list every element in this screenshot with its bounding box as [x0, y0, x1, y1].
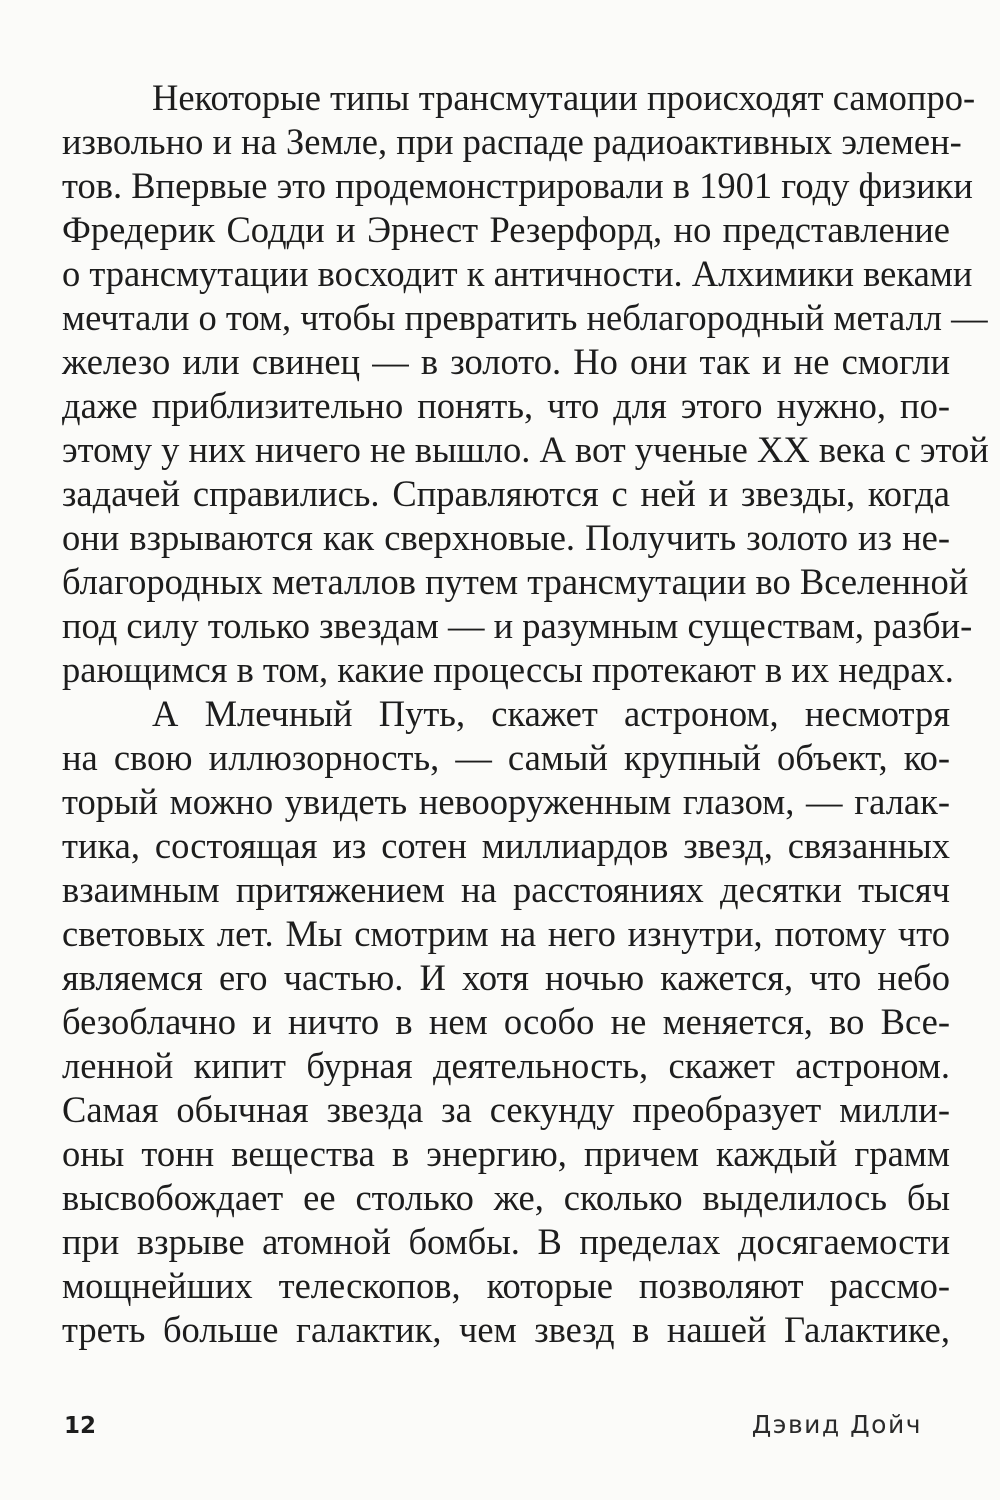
- text-line: извольно и на Земле, при распаде радиоактивных элемен-: [62, 121, 962, 162]
- text-line: Некоторые типы трансмутации происходят самопро-: [152, 77, 976, 118]
- text-line: даже приблизительно понять, что для этого нужно, по-: [62, 385, 950, 426]
- text-line: под силу только звездам — и разумным существам, разби-: [62, 605, 973, 646]
- text-line: А Млечный Путь, скажет астроном, несмотря: [152, 693, 950, 734]
- text-line: благородных металлов путем трансмутации во Вселенной: [62, 561, 969, 602]
- text-line: ленной кипит бурная деятельность, скажет астроном.: [62, 1045, 950, 1086]
- text-line: рающимся в том, какие процессы протекают в их недрах.: [62, 649, 954, 690]
- text-line: на свою иллюзорность, — самый крупный объект, ко-: [62, 737, 950, 778]
- paragraph-transmutation: [62, 76, 989, 692]
- text-line: мощнейших телескопов, которые позволяют рассмо-: [62, 1265, 950, 1306]
- paragraph-milky-way: [62, 692, 950, 1352]
- page-number: 12: [64, 1413, 97, 1439]
- text-line: торый можно увидеть невооруженным глазом, — галак-: [62, 781, 950, 822]
- text-line: безоблачно и ничто в нем особо не меняется, во Все-: [62, 1001, 950, 1042]
- text-line: Самая обычная звезда за секунду преобразует милли-: [62, 1089, 950, 1130]
- text-line: высвобождает ее столько же, сколько выделилось бы: [62, 1177, 950, 1218]
- text-line: оны тонн вещества в энергию, причем каждый грамм: [62, 1133, 950, 1174]
- text-line: при взрыве атомной бомбы. В пределах досягаемости: [62, 1221, 950, 1262]
- text-line: о трансмутации восходит к античности. Алхимики веками: [62, 253, 973, 294]
- text-line: взаимным притяжением на расстояниях десятки тысяч: [62, 869, 950, 910]
- text-line: тов. Впервые это продемонстрировали в 1901 году физики: [62, 165, 973, 206]
- text-line: тика, состоящая из сотен миллиардов звезд, связанных: [62, 825, 950, 866]
- text-line: треть больше галактик, чем звезд в нашей Галактике,: [62, 1309, 950, 1350]
- running-footer-author: Дэвид Дойч: [751, 1410, 922, 1439]
- text-line: железо или свинец — в золото. Но они так и не смогли: [62, 341, 950, 382]
- text-line: мечтали о том, чтобы превратить неблагородный металл —: [62, 297, 988, 338]
- text-line: задачей справились. Справляются с ней и звезды, когда: [62, 473, 950, 514]
- text-line: являемся его частью. И хотя ночью кажется, что небо: [62, 957, 950, 998]
- text-line: этому у них ничего не вышло. А вот ученые XX века с этой: [62, 429, 989, 470]
- text-line: они взрываются как сверхновые. Получить золото из не-: [62, 517, 950, 558]
- page-body: [62, 76, 989, 1352]
- text-line: Фредерик Содди и Эрнест Резерфорд, но представление: [62, 209, 950, 250]
- text-line: световых лет. Мы смотрим на него изнутри, потому что: [62, 913, 950, 954]
